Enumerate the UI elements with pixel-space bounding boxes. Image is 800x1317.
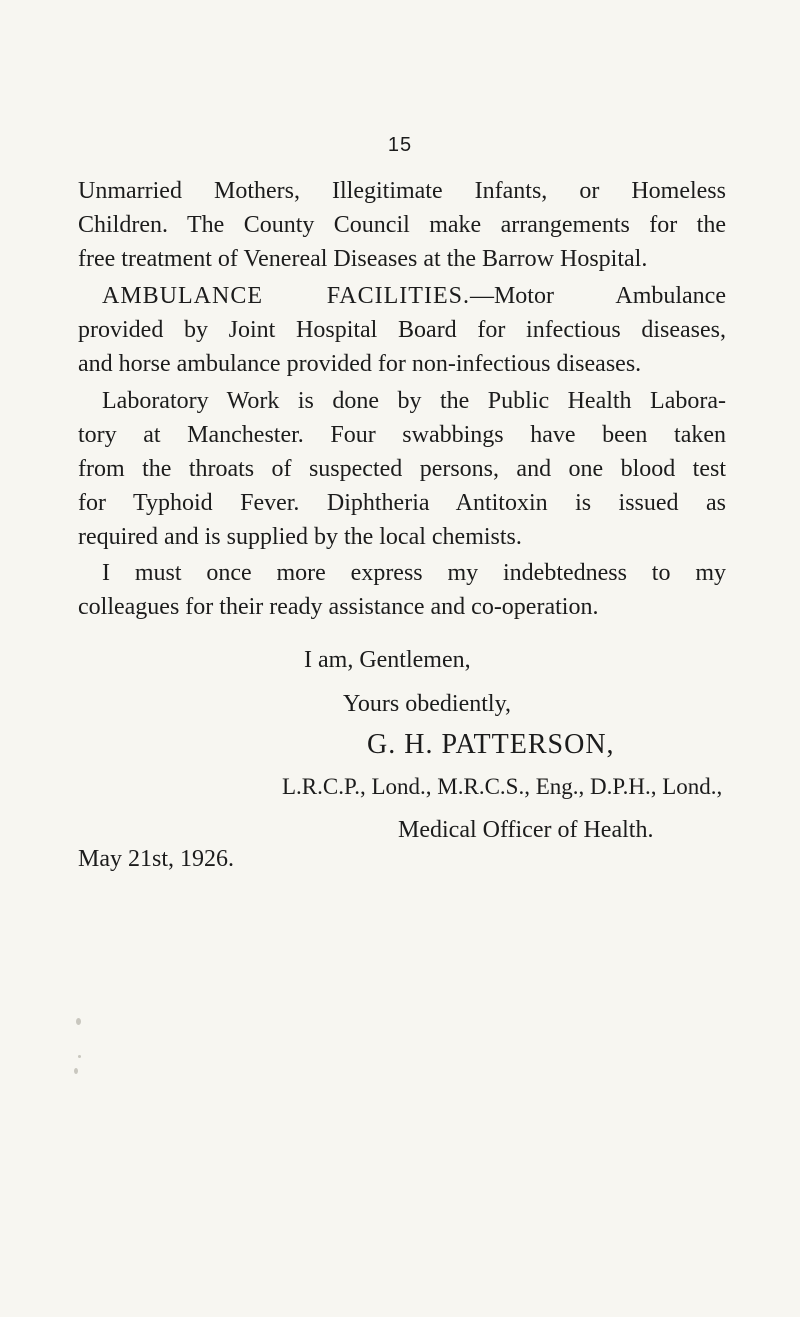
- paper-speck: [76, 1018, 81, 1025]
- paragraph-continued: [78, 174, 726, 276]
- text-line: [78, 279, 726, 313]
- signature-name: G. H. PATTERSON,: [367, 729, 615, 760]
- text-line: colleagues for their ready assistance and co-operation.: [78, 594, 599, 620]
- indented-text: Laboratory Work is done by the Public Health Labora-: [102, 388, 726, 414]
- paper-speck: [78, 1055, 81, 1058]
- text-line: provided by Joint Hospital Board for infectious diseases,: [78, 317, 726, 343]
- paragraph-ambulance: [78, 279, 726, 381]
- section-heading: AMBULANCE FACILITIES.: [102, 283, 470, 309]
- position-title: Medical Officer of Health.: [398, 817, 654, 843]
- text-line: and horse ambulance provided for non-infectious diseases.: [78, 351, 642, 377]
- text-line: free treatment of Venereal Diseases at the Barrow Hospital.: [78, 246, 648, 272]
- text-line: from the throats of suspected persons, and one blood test: [78, 456, 726, 482]
- text-line: tory at Manchester. Four swabbings have been taken: [78, 422, 726, 448]
- text-line: required and is supplied by the local chemists.: [78, 524, 522, 550]
- valediction: Yours obediently,: [343, 691, 512, 717]
- heading-continuation: —Motor Ambulance: [469, 283, 726, 309]
- paragraph-laboratory: [78, 384, 726, 554]
- paper-speck: [74, 1068, 78, 1074]
- text-line: [78, 384, 726, 418]
- text-line: Children. The County Council make arrangements for the: [78, 212, 726, 238]
- salutation: I am, Gentlemen,: [304, 647, 471, 673]
- text-line: [78, 556, 726, 590]
- letter-date: May 21st, 1926.: [78, 846, 234, 872]
- page-number: 15: [387, 134, 413, 156]
- text-line: Unmarried Mothers, Illegitimate Infants, or Homeless: [78, 178, 726, 204]
- text-line: for Typhoid Fever. Diphtheria Antitoxin is issued as: [78, 490, 726, 516]
- qualifications: L.R.C.P., Lond., M.R.C.S., Eng., D.P.H., Lond.,: [282, 774, 723, 799]
- indented-text: I must once more express my indebtedness to my: [102, 560, 726, 586]
- paragraph-thanks: [78, 556, 726, 624]
